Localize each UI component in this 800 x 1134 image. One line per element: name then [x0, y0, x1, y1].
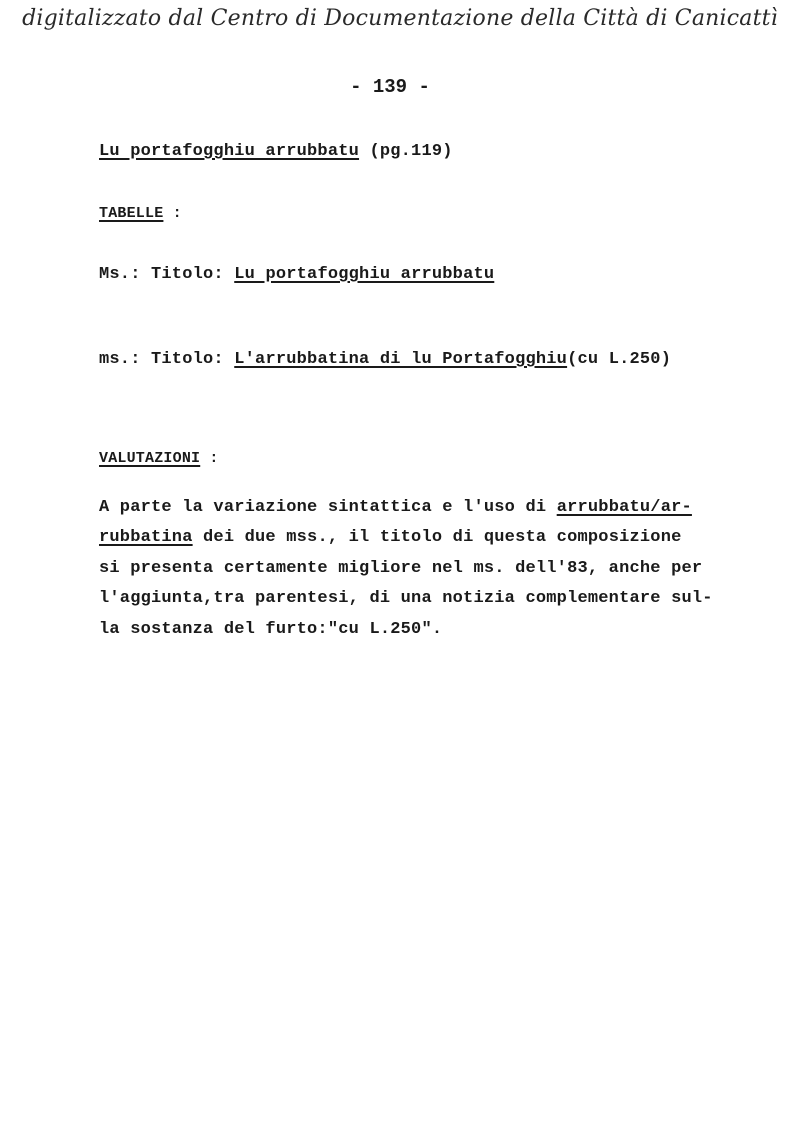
paragraph-line — [99, 528, 682, 547]
paragraph-line-2-underlined: rubbatina — [99, 528, 193, 547]
valutazioni-colon: : — [209, 450, 219, 467]
manuscript-row-2-prefix: ms.: Titolo: — [99, 350, 224, 369]
manuscript-row-2 — [99, 350, 671, 369]
paragraph-line-1-text: A parte la variazione sintattica e l'uso di — [99, 498, 557, 517]
page-number: - 139 - — [350, 76, 430, 98]
tabelle-heading — [99, 205, 182, 222]
valutazioni-label: VALUTAZIONI — [99, 450, 201, 467]
paragraph-line-1-underlined: arrubbatu/ar- — [556, 498, 692, 517]
paragraph-line-2-text: dei due mss., il titolo di questa composizione — [192, 528, 682, 547]
manuscript-row-1 — [99, 265, 494, 284]
section-title — [99, 142, 453, 161]
paragraph-line: la sostanza del furto:"cu L.250". — [99, 620, 443, 639]
manuscript-row-1-title: Lu portafogghiu arrubbatu — [234, 265, 495, 284]
paragraph-line: l'aggiunta,tra parentesi, di una notizia complementare sul- — [99, 589, 713, 608]
manuscript-row-2-title: L'arrubbatina di lu Portafogghiu — [234, 350, 568, 369]
valutazioni-heading — [99, 450, 219, 467]
paragraph-line — [99, 498, 692, 517]
paragraph-line: si presenta certamente migliore nel ms. dell'83, anche per — [99, 559, 703, 578]
page-reference: (pg.119) — [369, 142, 453, 161]
manuscript-row-1-prefix: Ms.: Titolo: — [99, 265, 224, 284]
manuscript-row-2-suffix: (cu L.250) — [567, 350, 672, 369]
tabelle-colon: : — [172, 205, 182, 222]
tabelle-label: TABELLE — [99, 205, 164, 222]
section-title-text: Lu portafogghiu arrubbatu — [99, 142, 360, 161]
digitization-watermark: digitalizzato dal Centro di Documentazione della Città di Canicattì — [22, 6, 778, 31]
